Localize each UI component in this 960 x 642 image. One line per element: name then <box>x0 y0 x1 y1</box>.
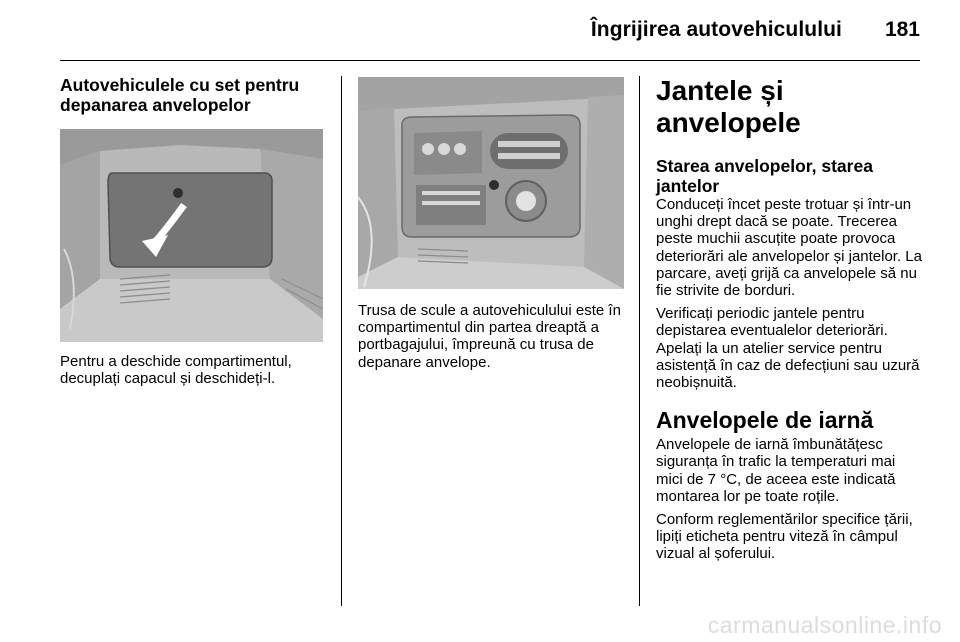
trunk-compartment-photo <box>60 129 323 342</box>
paragraph: Conform reglementărilor specifice țării, lipiți eticheta pentru viteză în câmpul vizual al șoferului. <box>656 511 913 563</box>
paragraph: Conduceți încet peste trotuar și într-un unghi drept dacă se poate. Trecerea peste muchii ascuțite poate provoca deteriorări ale anvelopelor și jantelor. La parcare, aveți grijă ca anvelopele să nu fie strivite de borduri. <box>656 196 922 300</box>
image-caption: Pentru a deschide compartimentul, decuplați capacul și deschideți-l. <box>60 353 292 388</box>
tool-kit-illustration <box>358 77 624 289</box>
header-divider <box>60 60 920 61</box>
column-divider-2 <box>639 76 640 606</box>
header-title: Îngrijirea autovehiculului <box>590 18 842 41</box>
left-column <box>60 75 325 387</box>
subsection-title: Anvelopele de iarnă <box>656 407 874 434</box>
paragraph: Verificați periodic jantele pentru depistarea eventualelor deteriorări. Apelați la un atelier service pentru asistență în caz de defecțiuni sau uzură neobișnuită. <box>656 305 920 392</box>
trunk-compartment-illustration <box>60 129 323 342</box>
right-column <box>656 75 924 563</box>
section-heading: Autovehiculele cu set pentru depanarea anvelopelor <box>60 75 300 115</box>
tool-kit-photo <box>358 77 624 289</box>
section-title: Jantele și anvelopele <box>656 75 801 138</box>
page-number: 181 <box>884 18 920 41</box>
watermark: carmanualsonline.info <box>707 612 942 638</box>
paragraph: Anvelopele de iarnă îmbunătățesc siguranța în trafic la temperaturi mai mici de 7 °C, de aceea este indicată montarea lor pe toate roțile. <box>656 436 896 505</box>
image-caption: Trusa de scule a autovehiculului este în compartimentul din partea dreaptă a portbagajului, împreună cu trusa de depanare anvelope. <box>358 302 621 371</box>
column-divider-1 <box>341 76 342 606</box>
subsection-title: Starea anvelopelor, starea jantelor <box>656 156 873 196</box>
middle-column <box>358 75 624 371</box>
